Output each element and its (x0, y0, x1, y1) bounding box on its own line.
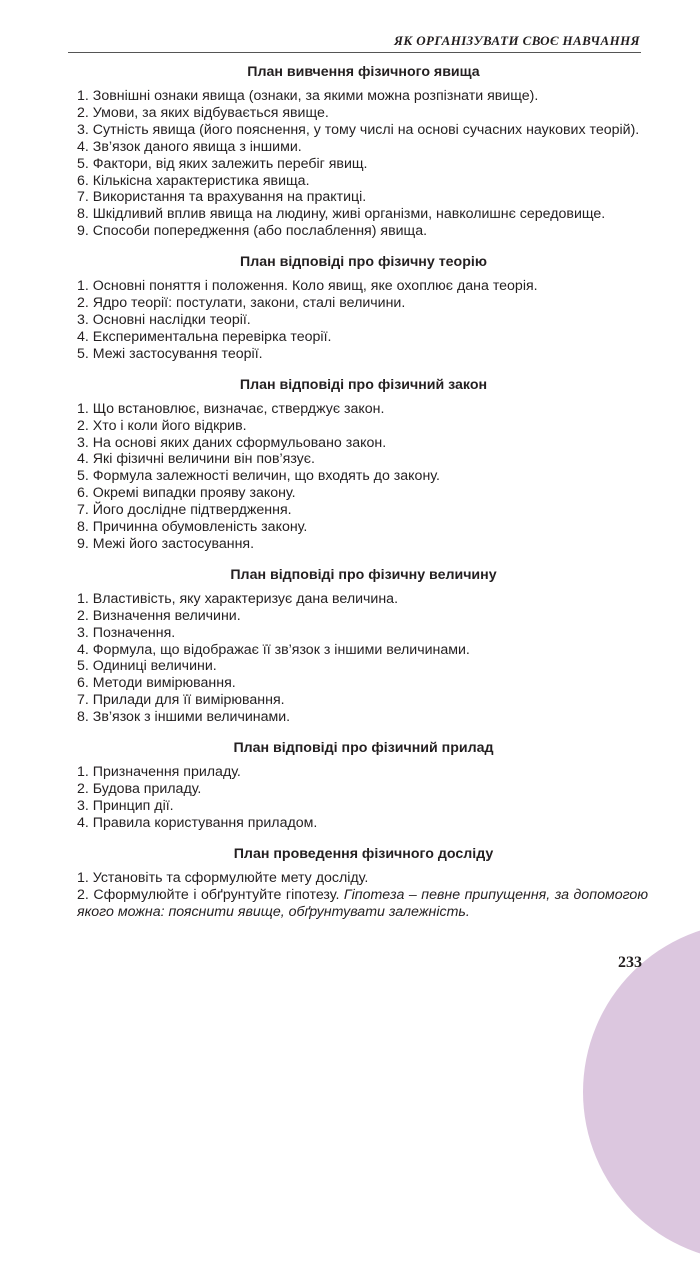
list-item: 2. Ядро теорії: постулати, закони, сталі величини. (77, 295, 406, 312)
list-item: 3. Позначення. (77, 624, 176, 641)
list-item: 3. Основні наслідки теорії. (77, 311, 251, 328)
hypothesis-instruction: 2. Сформулюйте і обґрунтуйте гіпотезу. (77, 886, 340, 903)
list-item: 2. Хто і коли його відкрив. (77, 417, 247, 434)
list-item: 5. Фактори, від яких залежить перебіг явищ. (77, 155, 368, 172)
list-item: 1. Зовнішні ознаки явища (ознаки, за якими можна розпізнати явище). (77, 88, 539, 104)
list-item: 8. Причинна обумовленість закону. (77, 519, 308, 536)
section-theory (60, 252, 645, 363)
list-item: 1. Що встановлює, визначає, стверджує закон. (77, 400, 385, 417)
list-item: 1. Основні поняття і положення. Коло явищ, яке охоплює дана теорія. (77, 278, 538, 295)
list-item: 3. Принцип дії. (77, 797, 174, 814)
section-list (60, 591, 645, 726)
running-header: ЯК ОРГАНІЗУВАТИ СВОЄ НАВЧАННЯ (394, 33, 640, 48)
corner-decoration (583, 922, 700, 1262)
list-item: 8. Зв’язок з іншими величинами. (77, 709, 291, 726)
list-item: 7. Його дослідне підтвердження. (77, 502, 292, 519)
list-item: 7. Прилади для її вимірювання. (77, 692, 285, 709)
list-item: 4. Які фізичні величини він пов’язує. (77, 451, 315, 468)
list-item: 2. Умови, за яких відбувається явище. (77, 104, 329, 121)
list-item: 4. Експериментальна перевірка теорії. (77, 328, 332, 345)
section-title: План відповіді про фізичний прилад (233, 740, 494, 757)
section-phenomenon (60, 62, 645, 240)
section-list (60, 764, 645, 832)
hypothesis-definition: Гіпотеза – певне припущення, за допомогою якого можна: пояснити явище, обґрунтувати залежність. (77, 886, 648, 921)
list-item: 5. Одиниці величини. (77, 658, 217, 675)
list-item: 5. Формула залежності величин, що входять до закону. (77, 468, 440, 485)
header-rule (68, 52, 641, 53)
page-content (60, 62, 648, 922)
section-quantity (60, 565, 645, 726)
list-item: 4. Правила користування приладом. (77, 814, 318, 831)
section-title: План відповіді про фізичну теорію (240, 254, 487, 271)
section-list (60, 88, 645, 240)
list-item: 8. Шкідливий вплив явища на людину, живі організми, навколишнє середовище. (77, 206, 606, 223)
list-item: 6. Окремі випадки прояву закону. (77, 485, 296, 502)
section-title: План вивчення фізичного явища (247, 64, 480, 80)
list-item: 6. Кількісна характеристика явища. (77, 172, 310, 189)
list-item: 1. Властивість, яку характеризує дана величина. (77, 590, 399, 607)
experiment-hypothesis-paragraph (60, 887, 648, 922)
section-list (60, 278, 645, 363)
section-device (60, 738, 645, 832)
list-item: 3. На основі яких даних сформульовано закон. (77, 434, 387, 451)
section-title: План відповіді про фізичну величину (230, 566, 497, 583)
list-item: 4. Формула, що відображає її зв’язок з іншими величинами. (77, 641, 470, 658)
list-item: 6. Методи вимірювання. (77, 675, 236, 692)
section-experiment (60, 844, 648, 922)
list-item: 2. Будова приладу. (77, 781, 202, 797)
list-item: 9. Способи попередження (або послаблення) явища. (77, 223, 428, 240)
list-item: 7. Використання та врахування на практиці. (77, 189, 367, 206)
section-list (60, 401, 645, 553)
list-item: 4. Зв’язок даного явища з іншими. (77, 138, 302, 155)
list-item: 9. Межі його застосування. (77, 535, 255, 552)
list-item: 5. Межі застосування теорії. (77, 345, 263, 362)
list-item: 3. Сутність явища (його пояснення, у тому числі на основі сучасних наукових теорій). (77, 121, 640, 138)
section-title: План відповіді про фізичний закон (239, 376, 488, 393)
list-item: 1. Установіть та сформулюйте мету досліду. (77, 869, 369, 886)
section-law (60, 375, 645, 553)
section-list (60, 870, 645, 887)
list-item: 2. Визначення величини. (77, 607, 241, 624)
section-title: План проведення фізичного досліду (233, 845, 494, 862)
page-number: 233 (618, 954, 642, 971)
list-item: 1. Призначення приладу. (77, 764, 241, 781)
